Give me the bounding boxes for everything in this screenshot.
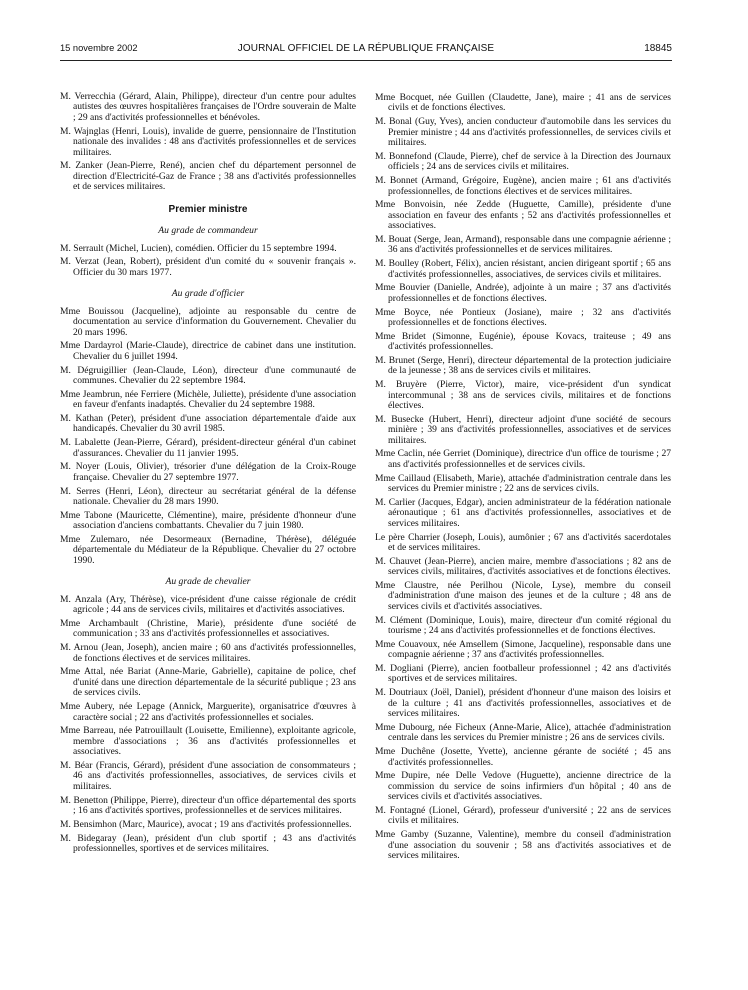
award-entry: Mme Gamby (Suzanne, Valentine), membre du conseil d'administration d'une association du souvenir ; 58 ans d'activités associatives et de services militaires. bbox=[375, 829, 671, 862]
award-entry: M. Bruyère (Pierre, Victor), maire, vice-président d'un syndicat intercommunal ; 38 ans de services civils, militaires et de fonctions électives. bbox=[375, 379, 671, 412]
award-entry: M. Verzat (Jean, Robert), président d'un comité du « souvenir français ». Officier du 30 mars 1977. bbox=[60, 256, 356, 278]
award-entry: Mme Bouvier (Danielle, Andrée), adjointe à un maire ; 37 ans d'activités professionnelles et de fonctions électives. bbox=[375, 282, 671, 304]
page-number: 18845 bbox=[644, 43, 672, 54]
award-entry: Mme Bouissou (Jacqueline), adjointe au responsable du centre de documentation au service d'information du Gouvernement. Chevalier du 20 mars 1996. bbox=[60, 305, 356, 338]
left-column bbox=[60, 92, 356, 972]
grade-heading-chevalier: Au grade de chevalier bbox=[165, 576, 251, 588]
award-entry: M. Arnou (Jean, Joseph), ancien maire ; 60 ans d'activités professionnelles, de fonctions électives et de services militaires. bbox=[60, 642, 356, 664]
award-entry: Mme Caclin, née Gerriet (Dominique), directrice d'un office de tourisme ; 27 ans d'activités professionnelles et de services civils. bbox=[375, 448, 671, 470]
journal-title: JOURNAL OFFICIEL DE LA RÉPUBLIQUE FRANÇAISE bbox=[237, 43, 495, 54]
award-entry: Mme Dubourg, née Ficheux (Anne-Marie, Alice), attachée d'administration centrale dans les services du Premier ministre ; 26 ans de services civils. bbox=[375, 721, 671, 744]
award-entry: M. Dogliani (Pierre), ancien footballeur professionnel ; 42 ans d'activités sportives et de services militaires. bbox=[375, 662, 671, 685]
award-entry: M. Brunet (Serge, Henri), directeur départemental de la protection judiciaire de la jeunesse ; 38 ans de services civils et militaires. bbox=[375, 354, 671, 377]
award-entry: Mme Caillaud (Elisabeth, Marie), attachée d'administration centrale dans les services du Premier ministre ; 22 ans de services civils. bbox=[375, 472, 671, 495]
award-entry: M. Labalette (Jean-Pierre, Gérard), président-directeur général d'un cabinet d'assurances. Chevalier du 11 janvier 1995. bbox=[60, 437, 356, 459]
grade-heading-officier: Au grade d'officier bbox=[171, 288, 245, 300]
award-entry: M. Bonnet (Armand, Grégoire, Eugène), ancien maire ; 61 ans d'activités professionnelles, de fonctions électives et de services militaires. bbox=[375, 175, 671, 197]
award-entry: M. Doutriaux (Joël, Daniel), président d'honneur d'une maison des loisirs et de la culture ; 41 ans d'activités professionnelles, associatives et de services militaires. bbox=[375, 687, 671, 720]
commandeur-entries bbox=[60, 244, 356, 279]
award-entry: M. Serres (Henri, Léon), directeur au secrétariat général de la défense nationale. Chevalier du 28 mars 1990. bbox=[60, 485, 356, 508]
award-entry: Mme Zulemaro, née Desormeaux (Bernadine, Thérèse), déléguée départementale du Médiateur de la République. Chevalier du 27 octobre 1990. bbox=[60, 533, 356, 566]
award-entry: M. Anzala (Ary, Thérèse), vice-président d'une caisse régionale de crédit agricole ; 44 ans de services civils, militaires et d'activités associatives. bbox=[60, 593, 356, 616]
award-entry: Mme Couavoux, née Amsellem (Simone, Jacqueline), responsable dans une compagnie aérienne ; 37 ans d'activités professionnelles. bbox=[375, 638, 671, 661]
award-entry: M. Serrault (Michel, Lucien), comédien. Officier du 15 septembre 1994. bbox=[60, 242, 337, 254]
award-entry: M. Bidegaray (Jean), président d'un club sportif ; 43 ans d'activités professionnelles, sportives et de services militaires. bbox=[60, 832, 356, 854]
award-entry: Mme Boyce, née Pontieux (Josiane), maire ; 32 ans d'activités professionnelles et de fonctions électives. bbox=[375, 306, 671, 328]
award-entry: Mme Dupire, née Delle Vedove (Huguette), ancienne directrice de la commission du service de soins infirmiers d'un hôpital ; 40 ans de services civils et d'activités associatives. bbox=[375, 770, 671, 803]
award-entry: M. Carlier (Jacques, Edgar), ancien administrateur de la fédération nationale aéronautique ; 61 ans d'activités professionnelles, associatives et de services militaires. bbox=[375, 496, 671, 529]
award-entry: Mme Barreau, née Patrouillault (Louisette, Emilienne), exploitante agricole, membre d'associations ; 36 ans d'activités professionnelles et associatives. bbox=[60, 725, 356, 758]
award-entry: M. Boulley (Robert, Félix), ancien résistant, ancien dirigeant sportif ; 65 ans d'activités professionnelles, associatives, de services civils et militaires. bbox=[375, 258, 671, 280]
award-entry: Mme Jeambrun, née Ferriere (Michèle, Juliette), présidente d'une association en faveur d'enfants inadaptés. Chevalier du 24 septembre 1988. bbox=[60, 388, 356, 411]
award-entry: M. Clément (Dominique, Louis), maire, directeur d'un comité régional du tourisme ; 24 ans d'activités professionnelles et de fonctions électives. bbox=[375, 614, 671, 637]
award-entry: Le père Charrier (Joseph, Louis), aumônier ; 67 ans d'activités sacerdotales et de services militaires. bbox=[375, 531, 671, 553]
award-entry: Mme Archambault (Christine, Marie), présidente d'une société de communication ; 33 ans d'activités professionnelles et associatives. bbox=[60, 617, 356, 640]
award-entry: Mme Attal, née Bariat (Anne-Marie, Gabrielle), capitaine de police, chef d'unité dans une direction départementale de la sécurité publique ; 23 ans de services civils. bbox=[60, 666, 356, 699]
award-entry: M. Bensimhon (Marc, Maurice), avocat ; 19 ans d'activités professionnelles. bbox=[60, 818, 352, 830]
award-entry: M. Verrecchia (Gérard, Alain, Philippe), directeur d'un centre pour adultes autistes des œuvres hospitalières françaises de l'Ordre souverain de Malte ; 29 ans d'activités professionnelles et bénévoles. bbox=[60, 92, 356, 123]
award-entry: M. Bouat (Serge, Jean, Armand), responsable dans une compagnie aérienne ; 36 ans d'activités professionnelles et de services militaires. bbox=[375, 233, 671, 256]
officier-entries bbox=[60, 307, 356, 567]
award-entry: Mme Bonvoisin, née Zedde (Huguette, Camille), présidente d'une association en faveur des enfants ; 52 ans d'activités professionnelles et associatives. bbox=[375, 199, 671, 232]
award-entry: Mme Aubery, née Lepage (Annick, Marguerite), organisatrice d'œuvres à caractère social ; 22 ans d'activités professionnelles et sociales. bbox=[60, 701, 356, 723]
award-entry: Mme Bocquet, née Guillen (Claudette, Jane), maire ; 41 ans de services civils et de fonctions électives. bbox=[375, 93, 671, 114]
award-entry: Mme Tabone (Mauricette, Clémentine), maire, présidente d'honneur d'une association d'anciens combattants. Chevalier du 7 juin 1980. bbox=[60, 509, 356, 532]
grade-heading-commandeur: Au grade de commandeur bbox=[158, 225, 258, 237]
publication-date: 15 novembre 2002 bbox=[60, 43, 138, 53]
award-entry: M. Dégruigillier (Jean-Claude, Léon), directeur d'une communauté de communes. Chevalier du 22 septembre 1984. bbox=[60, 364, 356, 386]
chevalier-entries bbox=[60, 595, 356, 855]
award-entry: Mme Claustre, née Perilhou (Nicole, Lyse), membre du conseil d'administration d'une maison des jeunes et de la culture ; 48 ans de services civils et d'activités associatives. bbox=[375, 579, 671, 612]
award-entry: M. Bonal (Guy, Yves), ancien conducteur d'automobile dans les services du Premier ministre ; 44 ans d'activités professionnelles, de services civils et militaires. bbox=[375, 116, 671, 149]
chevalier-entries-continued bbox=[375, 93, 671, 861]
award-entry: Mme Duchêne (Josette, Yvette), ancienne gérante de société ; 45 ans d'activités professionnelles. bbox=[375, 746, 671, 768]
award-entry: M. Kathan (Peter), président d'une association départementale d'aide aux handicapés. Chevalier du 30 avril 1985. bbox=[60, 412, 356, 435]
award-entry: M. Busecke (Hubert, Henri), directeur adjoint d'une société de secours minière ; 39 ans d'activités professionnelles, associatives et de services militaires. bbox=[375, 413, 671, 446]
award-entry: M. Benetton (Philippe, Pierre), directeur d'un office départemental des sports ; 16 ans d'activités sportives, professionnelles et de services militaires. bbox=[60, 794, 356, 817]
award-entry: M. Wajnglas (Henri, Louis), invalide de guerre, pensionnaire de l'Institution nationale des invalides : 48 ans d'activités professionnelles et de services militaires. bbox=[60, 125, 356, 158]
right-column bbox=[375, 93, 671, 973]
section-title: Premier ministre bbox=[168, 203, 248, 215]
award-entry: M. Chauvet (Jean-Pierre), ancien maire, membre d'associations ; 82 ans de services civils, militaires, d'activités associatives et de fonctions électives. bbox=[375, 555, 671, 578]
award-entry: M. Fontagné (Lionel, Gérard), professeur d'université ; 22 ans de services civils et militaires. bbox=[375, 804, 671, 827]
award-entry: M. Noyer (Louis, Olivier), trésorier d'une délégation de la Croix-Rouge française. Chevalier du 27 septembre 1977. bbox=[60, 461, 356, 483]
page-header bbox=[60, 43, 672, 59]
intro-entries bbox=[60, 92, 356, 193]
award-entry: Mme Bridet (Simonne, Eugénie), épouse Kovacs, traiteuse ; 49 ans d'activités professionnelles. bbox=[375, 330, 671, 353]
award-entry: Mme Dardayrol (Marie-Claude), directrice de cabinet dans une institution. Chevalier du 6 juillet 1994. bbox=[60, 340, 356, 362]
header-rule bbox=[60, 60, 672, 61]
award-entry: M. Zanker (Jean-Pierre, René), ancien chef du département personnel de direction d'Electricité-Gaz de France ; 38 ans d'activités professionnelles et de services militaires. bbox=[60, 160, 356, 193]
award-entry: M. Bonnefond (Claude, Pierre), chef de service à la Direction des Journaux officiels ; 24 ans de services civils et militaires. bbox=[375, 150, 671, 173]
award-entry: M. Béar (Francis, Gérard), président d'une association de consommateurs ; 46 ans d'activités professionnelles, associatives, de services civils et militaires. bbox=[60, 759, 356, 792]
